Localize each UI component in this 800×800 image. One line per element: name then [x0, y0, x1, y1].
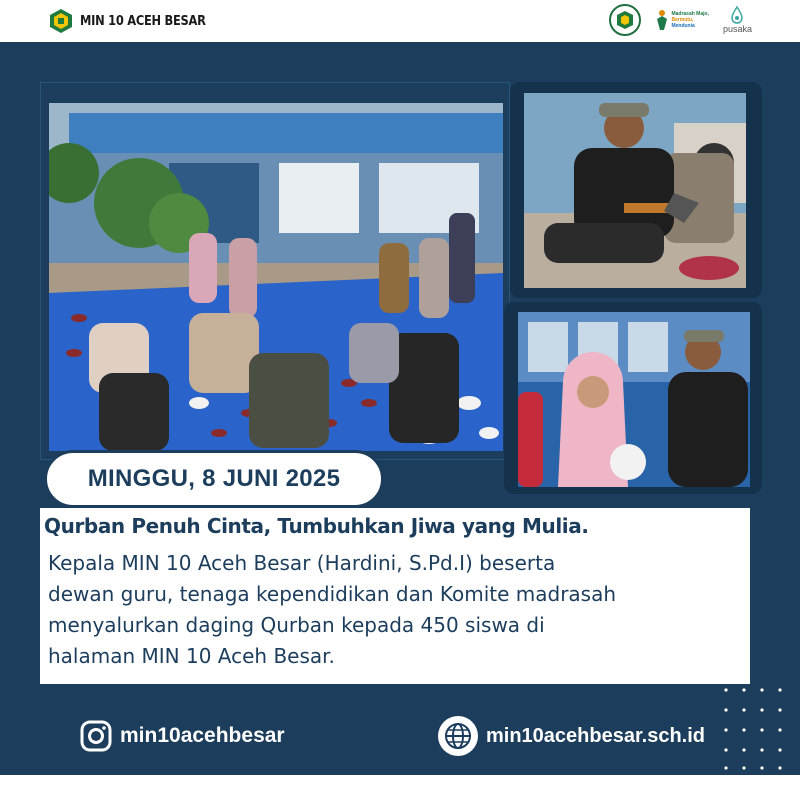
kemenag-emblem-icon — [48, 8, 74, 34]
brand-name: MIN 10 ACEH BESAR — [80, 13, 206, 29]
kemenag-logo-icon — [609, 4, 641, 36]
main-photo-frame — [40, 82, 510, 460]
madrasah-maju-logo — [655, 9, 709, 31]
instagram-icon — [80, 720, 112, 752]
bottom-strip — [0, 775, 800, 800]
photo-man-cutting-meat — [524, 93, 746, 288]
photo-meat-handover-to-student — [518, 312, 750, 487]
pusaka-drop-icon — [730, 6, 744, 24]
globe-icon — [438, 716, 478, 756]
pusaka-label: pusaka — [722, 24, 752, 34]
date-badge — [44, 450, 384, 508]
madrasah-tagline-2: Bermutu, — [671, 17, 694, 23]
website-url: min10acehbesar.sch.id — [486, 724, 706, 747]
madrasah-tagline-1: Madrasah Maju, — [671, 11, 709, 17]
instagram-username: min10acehbesar — [120, 724, 285, 747]
post-headline: Qurban Penuh Cinta, Tumbuhkan Jiwa yang Mulia. — [44, 514, 589, 538]
header-bar — [0, 0, 800, 42]
top-photo-frame — [510, 82, 762, 298]
partner-logos — [609, 4, 752, 36]
instagram-handle[interactable] — [80, 720, 285, 752]
photo-qurban-meat-distribution — [49, 103, 503, 451]
post-date: MINGGU, 8 JUNI 2025 — [87, 465, 341, 492]
post-body: Kepala MIN 10 Aceh Besar (Hardini, S.Pd.I) beserta dewan guru, tenaga kependidikan dan Komite madrasah menyalurkan daging Qurban kepada 450 siswa di halaman MIN 10 Aceh Besar. — [48, 551, 617, 668]
madrasah-tagline-3: Mendunia — [671, 23, 695, 29]
pusaka-logo — [723, 6, 752, 34]
madrasah-maju-icon — [655, 9, 669, 31]
bottom-photo-frame — [504, 302, 762, 494]
website-link[interactable] — [438, 716, 742, 756]
brand — [48, 8, 223, 34]
caption-card — [40, 508, 750, 684]
